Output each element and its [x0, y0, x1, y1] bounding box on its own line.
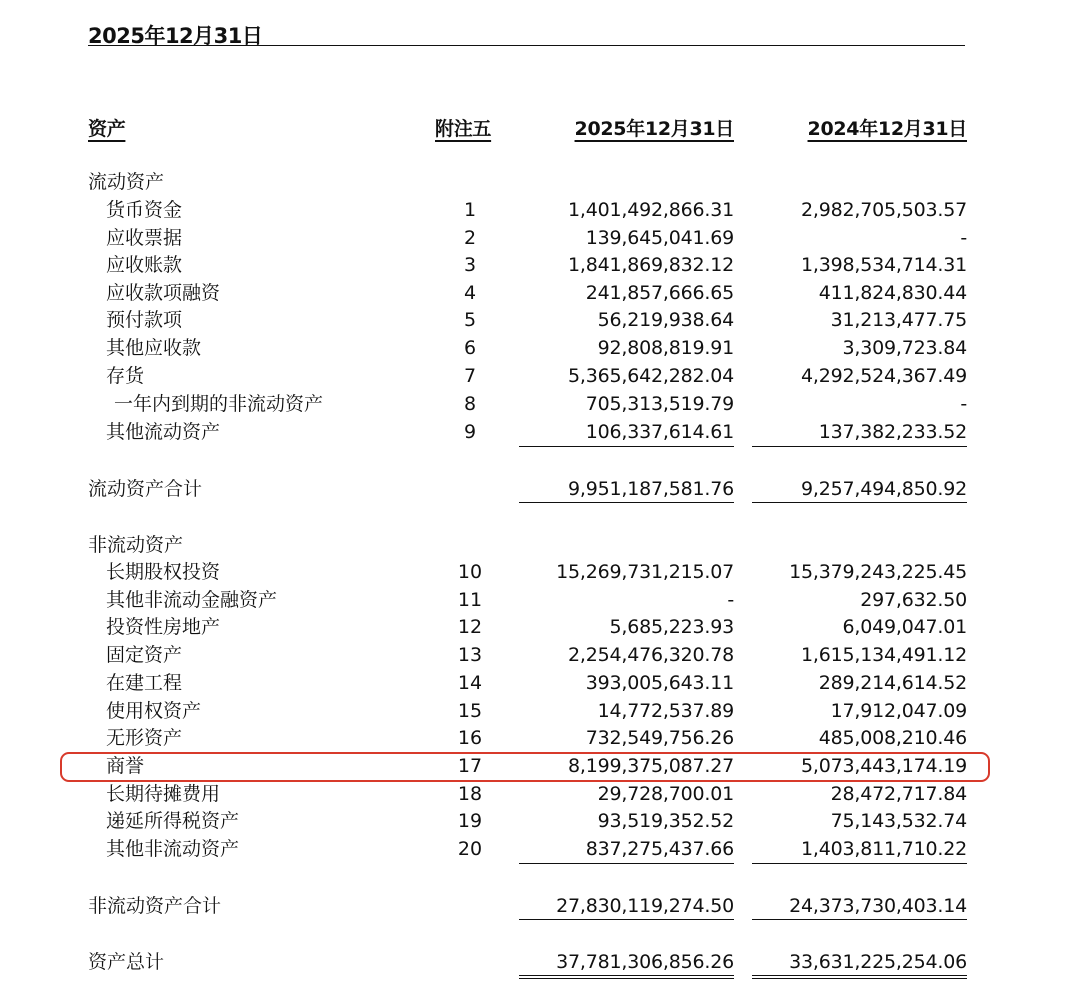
table-row	[0, 418, 1068, 446]
row-value-current: 1,841,869,832.12	[567, 254, 734, 276]
row-value-current: 1,401,492,866.31	[567, 199, 734, 221]
grand-total-row	[0, 948, 1068, 976]
row-note: 14	[457, 672, 483, 694]
total-rule	[519, 919, 734, 920]
row-label: 应收票据	[106, 227, 183, 249]
row-label: 递延所得税资产	[106, 810, 240, 832]
table-row	[0, 224, 1068, 252]
row-value-prior: 5,073,443,174.19	[800, 755, 967, 777]
row-value-current: 92,808,819.91	[597, 337, 734, 359]
row-note: 3	[463, 254, 477, 276]
row-note: 2	[463, 227, 477, 249]
table-row	[0, 669, 1068, 697]
table-row	[0, 724, 1068, 752]
subtotal-rule	[752, 863, 967, 864]
row-note: 17	[457, 755, 483, 777]
row-value-prior: 1,398,534,714.31	[800, 254, 967, 276]
row-value-prior: 15,379,243,225.45	[789, 561, 967, 583]
section-label: 非流动资产	[88, 534, 184, 556]
row-value-prior: 485,008,210.46	[818, 727, 967, 749]
grand-total-rule	[519, 975, 734, 976]
row-value-prior: 4,292,524,367.49	[800, 365, 967, 387]
row-value-prior: -	[960, 393, 967, 415]
column-header-note: 附注五	[435, 118, 492, 140]
row-value-current: 14,772,537.89	[597, 700, 734, 722]
row-value-prior: 33,631,225,254.06	[789, 951, 967, 973]
row-label: 应收款项融资	[106, 282, 221, 304]
row-label: 投资性房地产	[106, 616, 221, 638]
column-header-current-year: 2025年12月31日	[574, 118, 734, 140]
row-label: 商誉	[106, 755, 145, 777]
table-row	[0, 586, 1068, 614]
row-value-current: 106,337,614.61	[585, 421, 734, 443]
row-value-current: 393,005,643.11	[585, 672, 734, 694]
grand-total-rule	[752, 975, 967, 976]
row-value-current: 2,254,476,320.78	[567, 644, 734, 666]
row-value-current: -	[727, 589, 734, 611]
total-row-noncurrent-assets	[0, 892, 1068, 920]
row-note: 4	[463, 282, 477, 304]
row-value-prior: 3,309,723.84	[842, 337, 967, 359]
row-label: 其他流动资产	[106, 421, 221, 443]
row-value-current: 732,549,756.26	[585, 727, 734, 749]
row-label: 在建工程	[106, 672, 183, 694]
row-value-current: 15,269,731,215.07	[556, 561, 734, 583]
row-note: 12	[457, 616, 483, 638]
row-value-current: 29,728,700.01	[597, 783, 734, 805]
row-label: 货币资金	[106, 199, 183, 221]
row-value-prior: 411,824,830.44	[818, 282, 967, 304]
row-value-current: 37,781,306,856.26	[556, 951, 734, 973]
subtotal-rule	[752, 446, 967, 447]
row-value-current: 837,275,437.66	[585, 838, 734, 860]
table-row	[0, 613, 1068, 641]
row-value-prior: 289,214,614.52	[818, 672, 967, 694]
total-rule	[752, 919, 967, 920]
row-value-prior: 1,403,811,710.22	[800, 838, 967, 860]
row-label: 存货	[106, 365, 145, 387]
header-rule	[88, 45, 965, 46]
table-row	[0, 807, 1068, 835]
table-row	[0, 835, 1068, 863]
table-row	[0, 251, 1068, 279]
table-row	[0, 780, 1068, 808]
section-label: 流动资产	[88, 171, 165, 193]
row-note: 18	[457, 783, 483, 805]
row-note: 20	[457, 838, 483, 860]
row-note: 10	[457, 561, 483, 583]
table-row	[0, 362, 1068, 390]
row-value-prior: -	[960, 227, 967, 249]
total-rule	[752, 502, 967, 503]
row-value-current: 139,645,041.69	[585, 227, 734, 249]
row-value-current: 93,519,352.52	[597, 810, 734, 832]
subtotal-rule	[519, 446, 734, 447]
section-heading-current-assets	[0, 168, 1068, 196]
row-label: 非流动资产合计	[88, 895, 222, 917]
row-value-prior: 6,049,047.01	[842, 616, 967, 638]
row-label: 一年内到期的非流动资产	[114, 393, 324, 415]
row-label: 无形资产	[106, 727, 183, 749]
row-note: 5	[463, 309, 477, 331]
row-note: 9	[463, 421, 477, 443]
row-label: 固定资产	[106, 644, 183, 666]
row-label: 使用权资产	[106, 700, 202, 722]
row-label: 长期待摊费用	[106, 783, 221, 805]
row-label: 其他应收款	[106, 337, 202, 359]
row-note: 8	[463, 393, 477, 415]
row-note: 16	[457, 727, 483, 749]
report-date-heading: 2025年12月31日	[88, 24, 263, 48]
row-note: 11	[457, 589, 483, 611]
row-value-prior: 24,373,730,403.14	[789, 895, 967, 917]
column-header-prior-year: 2024年12月31日	[807, 118, 967, 140]
row-value-prior: 137,382,233.52	[818, 421, 967, 443]
row-note: 7	[463, 365, 477, 387]
total-rule	[519, 502, 734, 503]
row-value-prior: 297,632.50	[860, 589, 967, 611]
row-note: 19	[457, 810, 483, 832]
table-row	[0, 697, 1068, 725]
row-value-current: 241,857,666.65	[585, 282, 734, 304]
table-row	[0, 641, 1068, 669]
table-row	[0, 306, 1068, 334]
table-row	[0, 196, 1068, 224]
row-value-prior: 75,143,532.74	[830, 810, 967, 832]
row-value-current: 9,951,187,581.76	[567, 478, 734, 500]
row-value-prior: 1,615,134,491.12	[800, 644, 967, 666]
row-value-prior: 2,982,705,503.57	[800, 199, 967, 221]
row-value-current: 5,685,223.93	[609, 616, 734, 638]
row-value-prior: 9,257,494,850.92	[800, 478, 967, 500]
row-label: 应收账款	[106, 254, 183, 276]
row-label: 资产总计	[88, 951, 165, 973]
row-value-current: 705,313,519.79	[585, 393, 734, 415]
row-value-current: 27,830,119,274.50	[556, 895, 734, 917]
row-label: 流动资产合计	[88, 478, 203, 500]
grand-total-double-rule	[519, 978, 734, 979]
grand-total-double-rule	[752, 978, 967, 979]
row-label: 长期股权投资	[106, 561, 221, 583]
row-value-current: 5,365,642,282.04	[567, 365, 734, 387]
row-value-current: 56,219,938.64	[597, 309, 734, 331]
row-value-prior: 31,213,477.75	[830, 309, 967, 331]
total-row-current-assets	[0, 475, 1068, 503]
row-label: 其他非流动资产	[106, 838, 240, 860]
row-value-prior: 17,912,047.09	[830, 700, 967, 722]
table-row	[0, 558, 1068, 586]
section-heading-noncurrent-assets	[0, 531, 1068, 559]
row-value-prior: 28,472,717.84	[830, 783, 967, 805]
goodwill-highlight-box	[60, 752, 990, 782]
row-value-current: 8,199,375,087.27	[567, 755, 734, 777]
row-label: 其他非流动金融资产	[106, 589, 278, 611]
row-note: 13	[457, 644, 483, 666]
table-row	[0, 334, 1068, 362]
row-note: 6	[463, 337, 477, 359]
row-note: 15	[457, 700, 483, 722]
row-note: 1	[463, 199, 477, 221]
row-label: 预付款项	[106, 309, 183, 331]
table-row	[0, 279, 1068, 307]
table-row	[0, 390, 1068, 418]
subtotal-rule	[519, 863, 734, 864]
column-header-assets: 资产	[88, 118, 126, 140]
